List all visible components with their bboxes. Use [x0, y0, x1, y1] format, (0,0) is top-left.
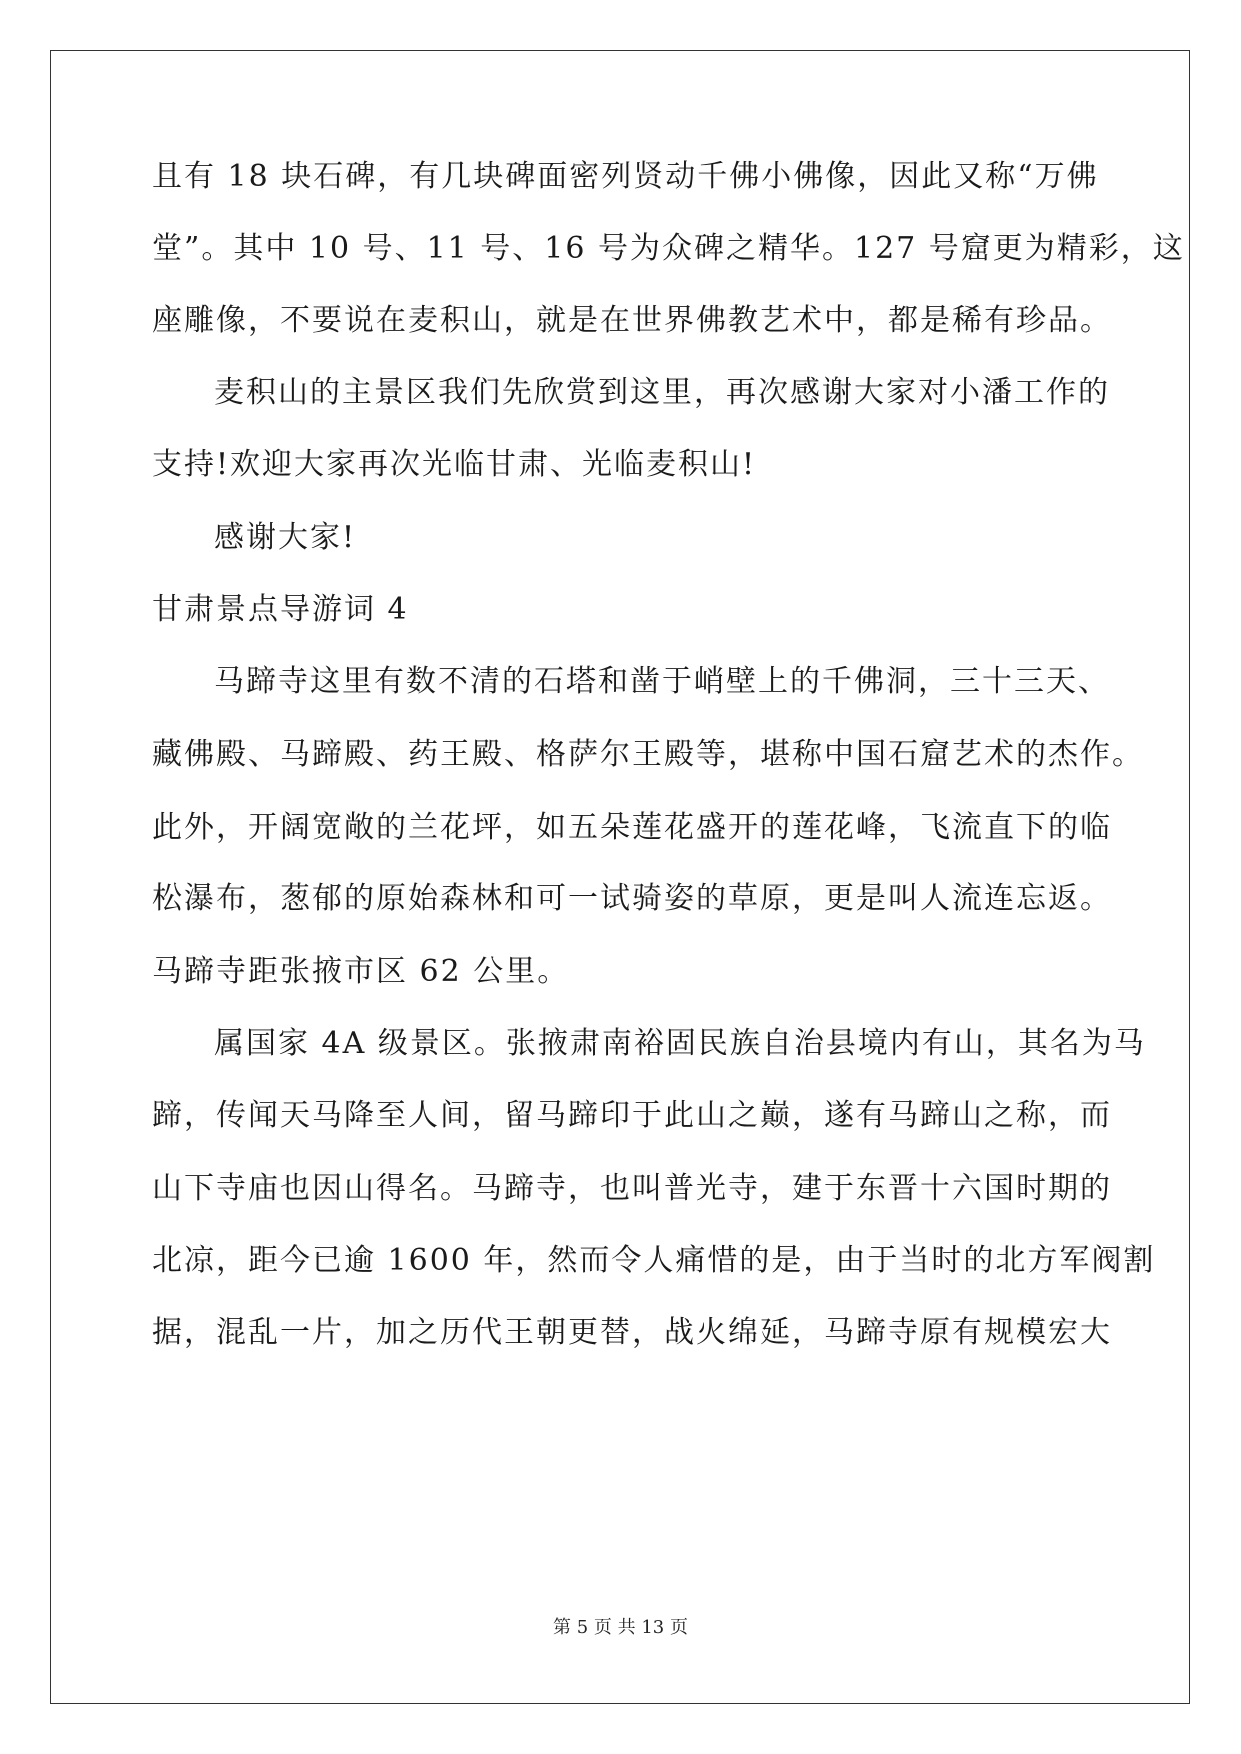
paragraph-start-line: 感谢大家!: [214, 520, 357, 555]
text-line: 此外，开阔宽敞的兰花坪，如五朵莲花盛开的莲花峰，飞流直下的临: [152, 810, 1112, 845]
text-line: 马蹄寺距张掖市区 62 公里。: [152, 954, 570, 989]
text-line: 据，混乱一片，加之历代王朝更替，战火绵延，马蹄寺原有规模宏大: [152, 1315, 1112, 1350]
paragraph-start-line: 属国家 4A 级景区。张掖肃南裕固民族自治县境内有山，其名为马: [214, 1026, 1146, 1061]
text-line: 北凉，距今已逾 1600 年，然而令人痛惜的是，由于当时的北方军阀割: [152, 1243, 1156, 1278]
text-line: 藏佛殿、马蹄殿、药王殿、格萨尔王殿等，堪称中国石窟艺术的杰作。: [152, 737, 1144, 772]
section-heading: 甘肃景点导游词 4: [152, 592, 409, 627]
text-line: 且有 18 块石碑，有几块碑面密列贤动千佛小佛像，因此又称“万佛: [152, 159, 1099, 194]
text-line: 山下寺庙也因山得名。马蹄寺，也叫普光寺，建于东晋十六国时期的: [152, 1171, 1112, 1206]
text-line: 蹄，传闻天马降至人间，留马蹄印于此山之巅，遂有马蹄山之称，而: [152, 1098, 1112, 1133]
text-line: 支持!欢迎大家再次光临甘肃、光临麦积山!: [152, 447, 757, 482]
text-line: 座雕像，不要说在麦积山，就是在世界佛教艺术中，都是稀有珍品。: [152, 303, 1112, 338]
text-line: 松瀑布，葱郁的原始森林和可一试骑姿的草原，更是叫人流连忘返。: [152, 881, 1112, 916]
text-line: 堂”。其中 10 号、11 号、16 号为众碑之精华。127 号窟更为精彩，这: [152, 231, 1185, 266]
paragraph-start-line: 麦积山的主景区我们先欣赏到这里，再次感谢大家对小潘工作的: [214, 375, 1110, 410]
page-number-footer: 第 5 页 共 13 页: [553, 1617, 688, 1638]
page-border: [50, 50, 1190, 1704]
paragraph-start-line: 马蹄寺这里有数不清的石塔和凿于峭壁上的千佛洞，三十三天、: [214, 664, 1110, 699]
